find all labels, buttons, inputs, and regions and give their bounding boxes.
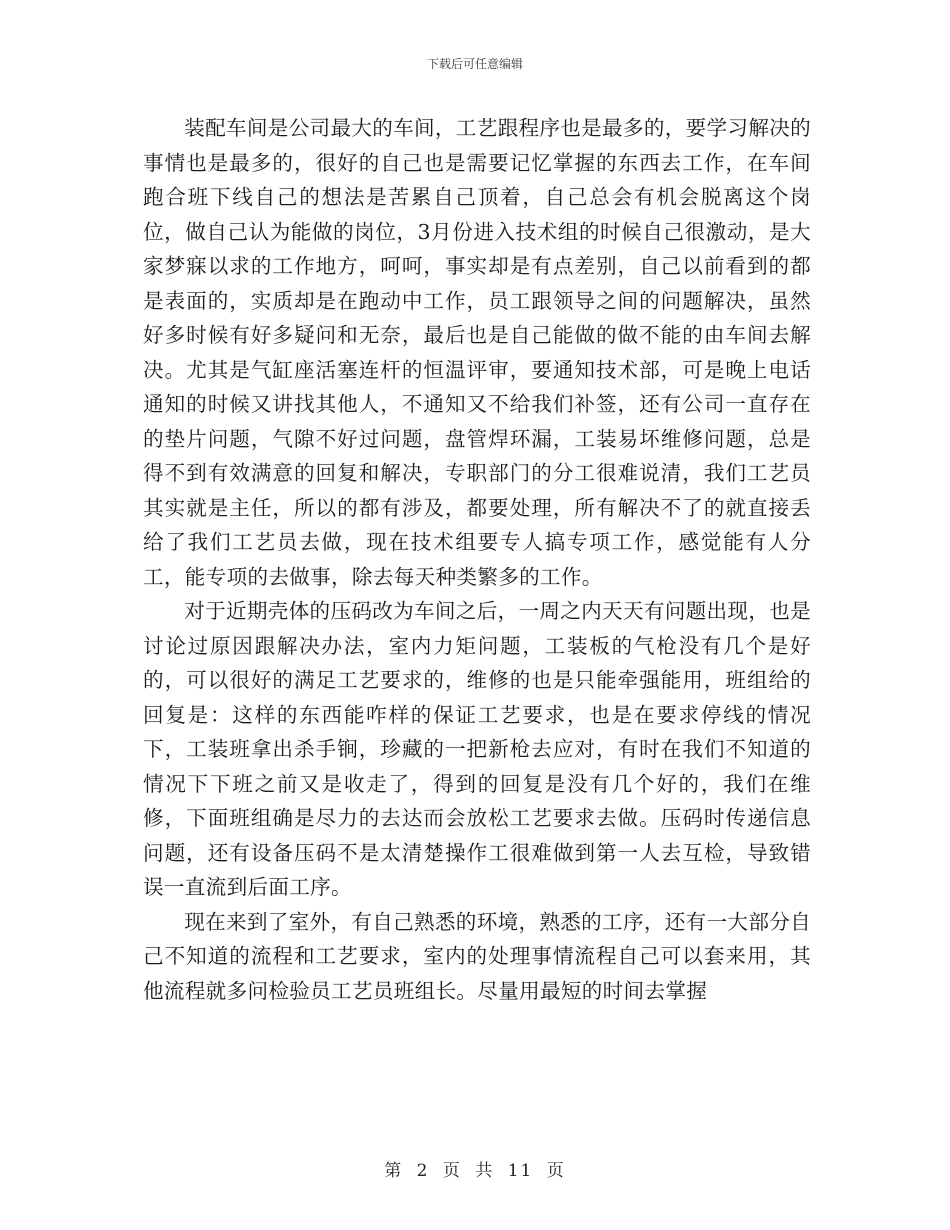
page-number-footer: 第 2 页 共 11 页 <box>384 1161 566 1181</box>
document-body <box>143 111 811 1008</box>
paragraph-1: 装配车间是公司最大的车间，工艺跟程序也是最多的，要学习解决的事情也是最多的，很好的自己也是需要记忆掌握的东西去工作，在车间跑合班下线自己的想法是苦累自己顶着，自己总会有机会脱离这个岗位，做自己认为能做的岗位，3月份进入技术组的时候自己很激动，是大家梦寐以求的工作地方，呵呵，事实却是有点差别，自己以前看到的都是表面的，实质却是在跑动中工作，员工跟领导之间的问题解决，虽然好多时候有好多疑问和无奈，最后也是自己能做的做不能的由车间去解决。尤其是气缸座活塞连杆的恒温评审，要通知技术部，可是晚上电话通知的时候又讲找其他人，不通知又不给我们补签，还有公司一直存在的垫片问题，气隙不好过问题，盘管焊环漏，工装易坏维修问题，总是得不到有效满意的回复和解决，专职部门的分工很难说清，我们工艺员其实就是主任，所以的都有涉及，都要处理，所有解决不了的就直接丢给了我们工艺员去做，现在技术组要专人搞专项工作，感觉能有人分工，能专项的去做事，除去每天种类繁多的工作。 <box>143 116 811 589</box>
paragraph-3: 现在来到了室外，有自己熟悉的环境，熟悉的工序，还有一大部分自己不知道的流程和工艺要求，室内的处理事情流程自己可以套来用，其他流程就多问检验员工艺员班组长。尽量用最短的时间去掌握 <box>143 909 811 1003</box>
page-header: 下载后可任意编辑 <box>426 57 523 71</box>
paragraph-2: 对于近期壳体的压码改为车间之后，一周之内天天有问题出现，也是讨论过原因跟解决办法，室内力矩问题，工装板的气枪没有几个是好的，可以很好的满足工艺要求的，维修的也是只能牵强能用，班组给的回复是：这样的东西能咋样的保证工艺要求，也是在要求停线的情况下，工装班拿出杀手锏，珍藏的一把新枪去应对，有时在我们不知道的情况下下班之前又是收走了，得到的回复是没有几个好的，我们在维修，下面班组确是尽力的去达而会放松工艺要求去做。压码时传递信息问题，还有设备压码不是太清楚操作工很难做到第一人去互检，导致错误一直流到后面工序。 <box>143 599 811 899</box>
